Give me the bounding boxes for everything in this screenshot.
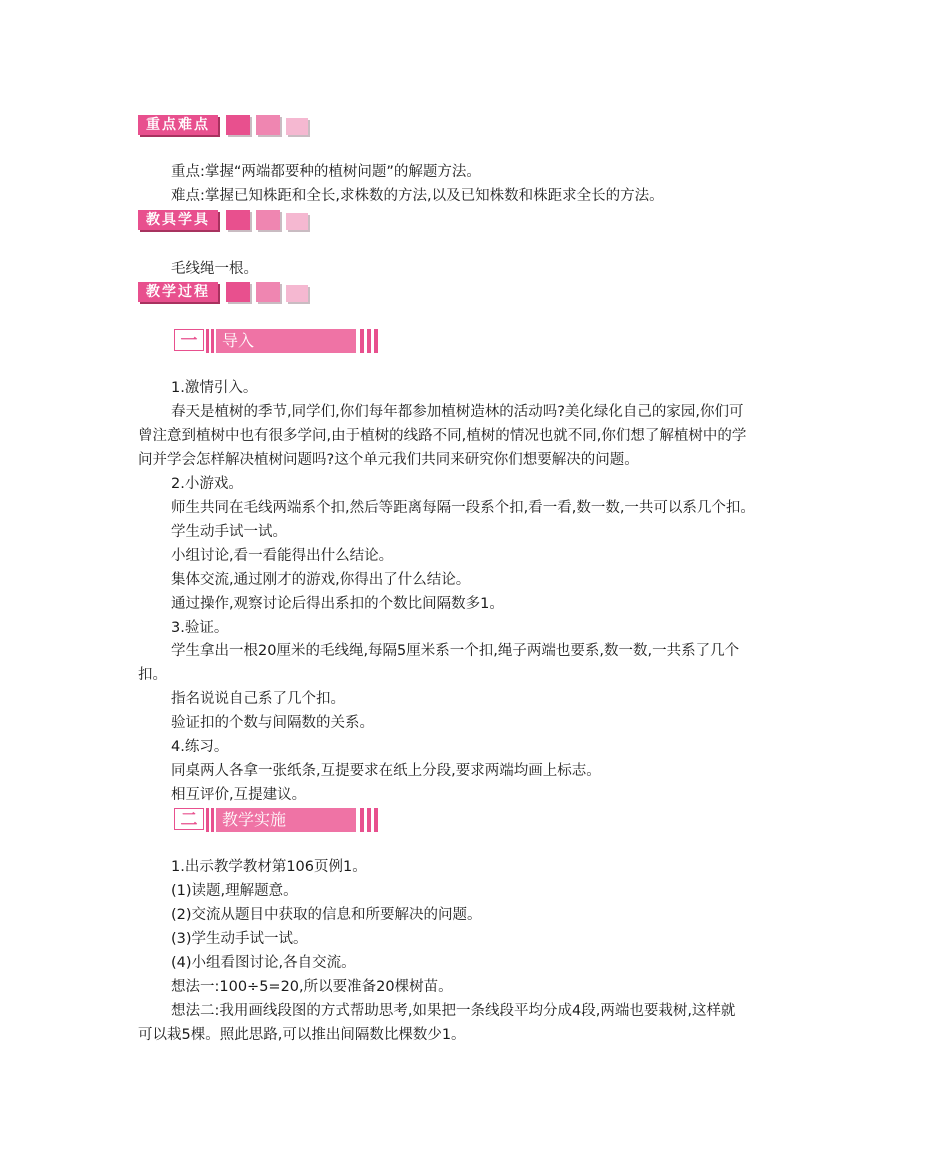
paragraph: 难点:掌握已知株距和全长,求株数的方法,以及已知株数和株距求全长的方法。 (171, 188, 664, 204)
subsection-banner-intro (174, 329, 384, 353)
paragraph: 曾注意到植树中也有很多学问,由于植树的线路不同,植树的情况也就不同,你们想了解植树中的学 (138, 428, 747, 444)
paragraph: 想法二:我用画线段图的方式帮助思考,如果把一条线段平均分成4段,两端也要栽树,这样就 (171, 1003, 736, 1019)
paragraph: 扣。 (138, 667, 167, 683)
decor-square (256, 282, 280, 302)
decor-square (226, 282, 250, 302)
section-title: 教具学具 (138, 210, 218, 230)
paragraph: 通过操作,观察讨论后得出系扣的个数比间隔数多1。 (171, 596, 504, 612)
paragraph: 2.小游戏。 (171, 476, 243, 492)
paragraph: 1.激情引入。 (171, 380, 258, 396)
subsection-banner-implementation (174, 808, 384, 832)
paragraph: 小组讨论,看一看能得出什么结论。 (171, 548, 394, 564)
paragraph: 1.出示教学教材第106页例1。 (171, 859, 367, 875)
paragraph: (4)小组看图讨论,各自交流。 (171, 955, 356, 971)
paragraph: 4.练习。 (171, 739, 229, 755)
paragraph: (1)读题,理解题意。 (171, 883, 298, 899)
subsection-number: 二 (174, 808, 204, 830)
paragraph: (3)学生动手试一试。 (171, 931, 308, 947)
decor-square (256, 115, 280, 135)
paragraph: 想法一:100÷5=20,所以要准备20棵树苗。 (171, 979, 453, 995)
section-header-teaching-process (138, 281, 314, 303)
paragraph: 春天是植树的季节,同学们,你们每年都参加植树造林的活动吗?美化绿化自己的家园,你们可 (171, 404, 744, 420)
section-header-key-points (138, 114, 314, 136)
decor-square (286, 118, 308, 135)
paragraph: 可以栽5棵。照此思路,可以推出间隔数比棵数少1。 (138, 1027, 466, 1043)
decor-square (286, 213, 308, 230)
section-title: 教学过程 (138, 282, 218, 302)
section-header-teaching-aids (138, 209, 314, 231)
paragraph: 重点:掌握“两端都要种的植树问题”的解题方法。 (171, 164, 481, 180)
subsection-title: 教学实施 (216, 808, 356, 832)
decor-square (256, 210, 280, 230)
paragraph: 集体交流,通过刚才的游戏,你得出了什么结论。 (171, 572, 471, 588)
paragraph: 学生动手试一试。 (171, 524, 287, 540)
decor-square (226, 115, 250, 135)
subsection-title: 导入 (216, 329, 356, 353)
decor-square (286, 285, 308, 302)
paragraph: 毛线绳一根。 (171, 261, 258, 277)
paragraph: 问并学会怎样解决植树问题吗?这个单元我们共同来研究你们想要解决的问题。 (138, 452, 639, 468)
paragraph: 验证扣的个数与间隔数的关系。 (171, 715, 374, 731)
paragraph: 学生拿出一根20厘米的毛线绳,每隔5厘米系一个扣,绳子两端也要系,数一数,一共系了几个 (171, 643, 740, 659)
subsection-number: 一 (174, 329, 204, 351)
section-title: 重点难点 (138, 115, 218, 135)
paragraph: 相互评价,互提建议。 (171, 787, 307, 803)
paragraph: 师生共同在毛线两端系个扣,然后等距离每隔一段系个扣,看一看,数一数,一共可以系几个扣。 (171, 500, 755, 516)
decor-square (226, 210, 250, 230)
paragraph: (2)交流从题目中获取的信息和所要解决的问题。 (171, 907, 482, 923)
paragraph: 指名说说自己系了几个扣。 (171, 691, 345, 707)
paragraph: 3.验证。 (171, 620, 229, 636)
paragraph: 同桌两人各拿一张纸条,互提要求在纸上分段,要求两端均画上标志。 (171, 763, 601, 779)
